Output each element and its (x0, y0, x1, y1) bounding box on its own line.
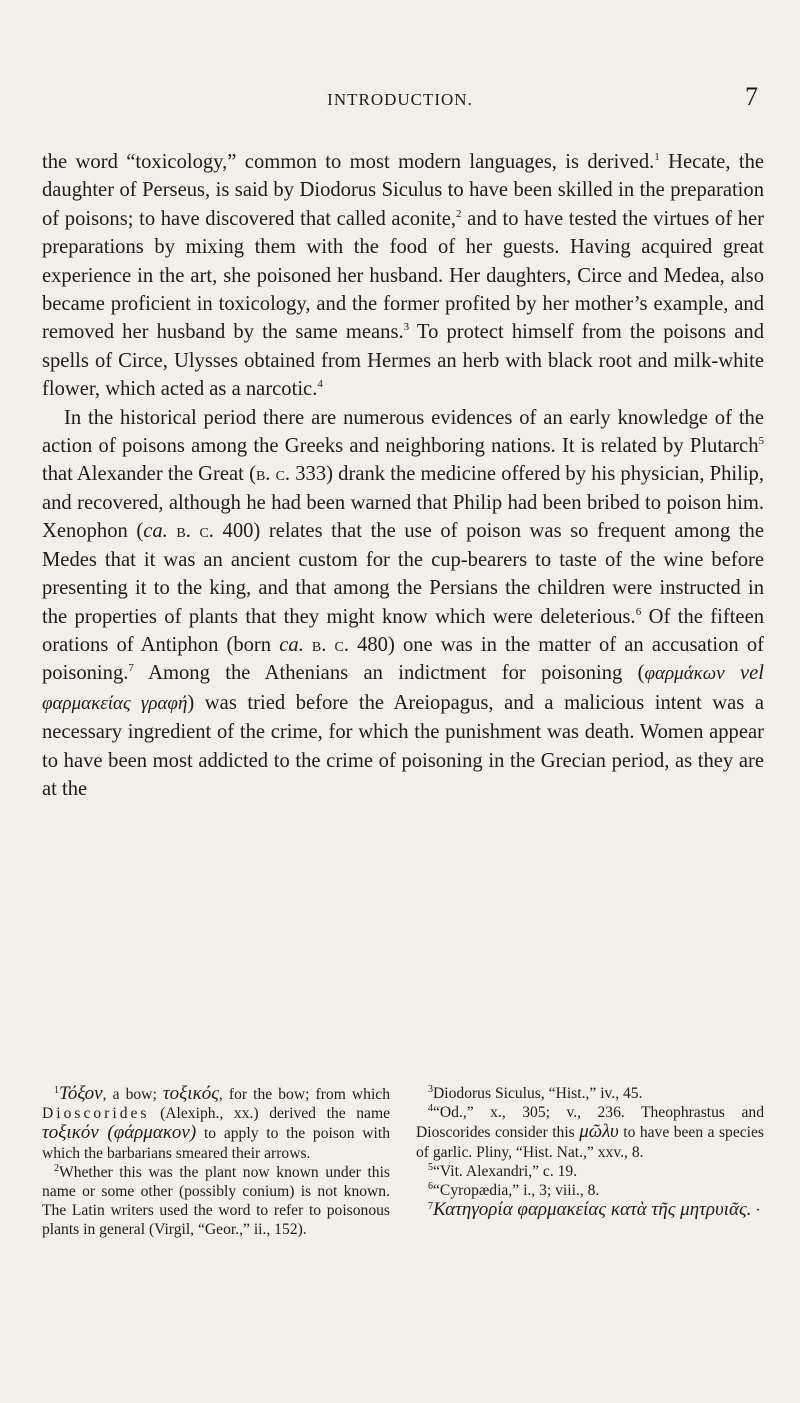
body-text (42, 148, 764, 803)
footnote-mark: 2 (54, 1162, 59, 1174)
running-head: INTRODUCTION. (327, 90, 473, 109)
greek-term: τοξικόν (φάρμακον) (42, 1122, 197, 1144)
footnote-mark: 6 (428, 1180, 433, 1192)
footnote-mark: 1 (54, 1084, 59, 1096)
text-run: , for the bow; from which (218, 1086, 391, 1103)
era-mark: b. c. (311, 633, 349, 656)
greek-term: μῶλυ (579, 1121, 619, 1143)
paragraph-1 (42, 148, 764, 404)
footnote-ref-1: 1 (654, 151, 660, 164)
footnote-ref-3: 3 (403, 321, 410, 334)
text-run: 480) one was in the matter of an accusation of poisoning. (42, 633, 764, 685)
circa-mark: ca. (143, 520, 168, 543)
text-run: (Alexiph., xx.) derived the name (149, 1105, 390, 1123)
era-mark: b. c. (255, 463, 291, 486)
text-run: Among the Athenians an indictment for poisoning ( (133, 662, 645, 685)
footnote-4 (416, 1103, 764, 1162)
footnote-ref-7: 7 (128, 662, 134, 675)
footnote-ref-6: 6 (635, 605, 642, 618)
footnotes (42, 1084, 764, 1240)
greek-term: τοξικός (162, 1083, 219, 1104)
text-run: 400) relates that the use of poison was so frequent among the Medes that it was an ancient custom for the cup-bearers to taste of the wine before presenting it to the king, and that among the Persians the children were instructed in the properties of plants that they might know which were deleterious. (42, 520, 764, 628)
text-run: vel (724, 662, 765, 685)
circa-mark: ca. (279, 633, 304, 656)
footnotes-left-column (42, 1084, 390, 1240)
footnotes-right-column (416, 1084, 764, 1240)
text-run: · (751, 1202, 761, 1220)
page-header (40, 80, 760, 120)
text-run: and to have tested the virtues of her preparations by mixing them with the food of her guests. Having acquired great experience in the art, she poisoned her husband. Her daughters, Circe and Medea, also became proficient in toxicology, and the former profited by her mother’s example, and removed her husband by the same means. (42, 207, 764, 344)
footnote-6 (416, 1181, 764, 1200)
footnote-mark: 3 (428, 1083, 433, 1095)
footnote-7 (416, 1200, 764, 1220)
footnote-ref-2: 2 (456, 207, 462, 220)
text-run: to apply to the poison with which the barbarians smeared their arrows. (42, 1125, 391, 1162)
text-run: the word “toxicology,” common to most modern languages, is derived. (42, 151, 655, 173)
footnote-2 (42, 1163, 390, 1240)
greek-term: φαρμάκων (644, 663, 725, 685)
text-run: 333) drank the medicine offered by his physician, Philip, and recovered, although he had been warned that Philip had been bribed to poison him. Xenophon ( (42, 463, 764, 543)
text-run: that Alexander the Great ( (42, 463, 256, 486)
text-run: “Cyropædia,” i., 3; viii., 8. (433, 1182, 600, 1200)
text-run: Whether this was the plant now known under this name or some other (possibly conium) is not known. The Latin writers used the word to refer to poisonous plants in general (Virgil, “Geor.,” ii., 152). (42, 1163, 390, 1239)
footnote-mark: 7 (428, 1201, 433, 1213)
footnote-1 (42, 1084, 390, 1163)
author-name: Dioscorides (42, 1105, 150, 1123)
greek-term: Τόξον (59, 1083, 103, 1104)
greek-term: Κατηγορία φαρμακείας κατὰ τῆς μητρυιᾶς. (433, 1199, 752, 1221)
era-mark: b. c. (176, 520, 214, 543)
text-run: ) was tried before the Areiopagus, and a malicious intent was a necessary ingredient of the crime, for which the punishment was death. Women appear to have been most addicted to the crime of poisoning in the Grecian period, as they are at the (42, 691, 764, 800)
page-number: 7 (745, 82, 758, 111)
footnote-ref-5: 5 (758, 435, 764, 448)
greek-term: φαρμακείας γραφή (42, 692, 188, 714)
footnote-ref-4: 4 (317, 378, 323, 391)
paragraph-2 (42, 404, 764, 804)
text-run: Hecate, the daughter of Perseus, is said by Diodorus Siculus to have been skilled in the preparation of poisons; to have discovered that called aconite, (42, 151, 765, 230)
footnote-5 (416, 1162, 764, 1181)
footnote-mark: 4 (428, 1103, 433, 1115)
text-run: “Vit. Alexandri,” c. 19. (433, 1162, 578, 1180)
footnote-3 (416, 1084, 764, 1103)
text-run: To protect himself from the poisons and spells of Circe, Ulysses obtained from Hermes an herb with black root and milk-white flower, which acted as a narcotic. (42, 321, 765, 401)
text-run: In the historical period there are numerous evidences of an early knowledge of the action of poisons among the Greeks and neighboring nations. It is related by Plutarch (42, 406, 764, 458)
text-run: “Od.,” x., 305; v., 236. Theophrastus and Dioscorides consider this (416, 1104, 764, 1142)
text-run: Of the fifteen orations of Antiphon (born (42, 605, 765, 656)
text-run: to have been a species of garlic. Pliny, “Hist. Nat.,” xxv., 8. (416, 1124, 764, 1161)
footnote-mark: 5 (428, 1161, 433, 1173)
text-run: Diodorus Siculus, “Hist.,” iv., 45. (433, 1085, 643, 1102)
text-run: , a bow; (102, 1086, 163, 1103)
